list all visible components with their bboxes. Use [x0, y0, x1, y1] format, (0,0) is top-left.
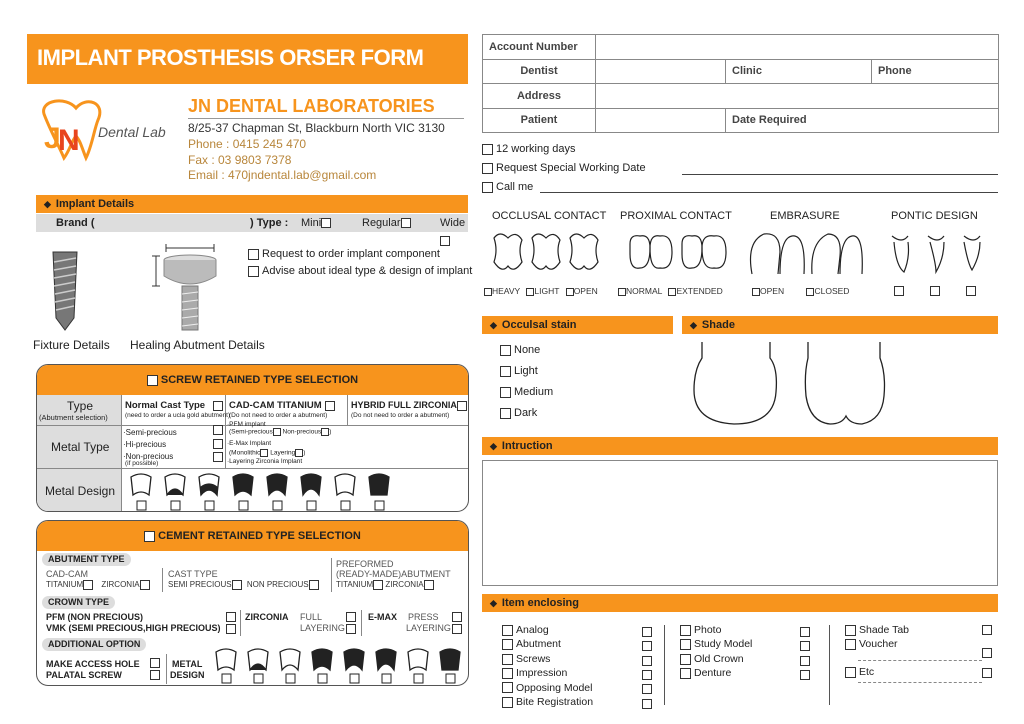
etc-cb[interactable] — [845, 667, 856, 678]
abutment-qty-cb[interactable] — [642, 641, 652, 651]
request-implant-label: Request to order implant component — [262, 248, 440, 260]
stain-light-label: Light — [514, 365, 538, 377]
hi-precious-checkbox[interactable] — [213, 439, 223, 449]
cement-retained-checkbox[interactable] — [144, 531, 155, 542]
shade-header: ◆ Shade — [682, 316, 998, 334]
svg-text:N: N — [58, 124, 80, 157]
call-me-checkbox[interactable] — [482, 182, 493, 193]
pontic-2-cb[interactable] — [930, 286, 940, 296]
patient-field[interactable] — [596, 108, 726, 133]
metal-type-label: Metal Type — [51, 440, 110, 454]
form-title-bar — [27, 34, 468, 84]
abutment-type-label: ABUTMENT TYPE — [42, 553, 131, 566]
palatal-screw-cb[interactable] — [150, 670, 160, 680]
phone-label[interactable]: Phone — [872, 59, 999, 84]
pre-titanium-cb[interactable] — [373, 580, 383, 590]
normal-cast-checkbox[interactable] — [213, 401, 223, 411]
lab-logo — [36, 96, 181, 166]
healing-label: Healing Abutment Details — [130, 338, 265, 352]
lab-fax: Fax : 03 9803 7378 — [188, 153, 292, 167]
fixture-icon — [50, 248, 80, 333]
screw-retained-box: SCREW RETAINED TYPE SELECTION Type (Abutment selection) Normal Cast Type (need to order a ucla gold abutment) CAD-CAM TITANIUM (Do not need to order a abutment) HYBRID FULL ZIRCONIA (Do not need to order a abutment) Metal Type ·Semi-precious ·Hi-precious ·Non-precious (if possible) ·PFM implant (Semi-precious Non-precious ) ·E-Max Implant (Monolithic Layering ) ·Layering Zirconia Implant Metal Design — [36, 364, 469, 512]
healing-abutment-icon — [152, 244, 232, 339]
study-qty-cb[interactable] — [800, 641, 810, 651]
lab-address: 8/25-37 Chapman St, Blackburn North VIC 3130 — [188, 121, 445, 135]
address-label: Address — [483, 84, 596, 109]
fixture-label: Fixture Details — [33, 338, 110, 352]
access-hole-cb[interactable] — [150, 658, 160, 668]
stain-medium-cb[interactable] — [500, 387, 511, 398]
special-date-checkbox[interactable] — [482, 163, 493, 174]
pfm-non-checkbox[interactable] — [321, 428, 329, 436]
shade-teeth-icon[interactable] — [690, 340, 890, 430]
stain-none-cb[interactable] — [500, 345, 511, 356]
advise-implant-checkbox[interactable] — [248, 266, 259, 277]
dentist-field[interactable] — [596, 59, 726, 84]
lab-phone: Phone : 0415 245 470 — [188, 137, 307, 151]
abutment-cb[interactable] — [502, 639, 513, 650]
bite-qty-cb[interactable] — [642, 699, 652, 709]
zircon-layering-cb[interactable] — [346, 624, 356, 634]
instruction-textarea[interactable] — [482, 460, 998, 586]
emax-mono-checkbox[interactable] — [260, 449, 268, 457]
pontic-3-cb[interactable] — [966, 286, 976, 296]
emax-layering-cb[interactable] — [452, 624, 462, 634]
lab-email: Email : 470jndental.lab@gmail.com — [188, 168, 377, 182]
implant-details-header: ◆ Implant Details — [36, 195, 468, 213]
stain-none-label: None — [514, 344, 541, 356]
occlusal-contact-title: OCCLUSAL CONTACT — [492, 210, 607, 222]
advise-implant-label: Advise about ideal type & design of implant — [262, 265, 473, 277]
stain-dark-cb[interactable] — [500, 408, 511, 419]
proximal-contact-title: PROXIMAL CONTACT — [620, 210, 732, 222]
cement-retained-title: CEMENT RETAINED TYPE SELECTION — [158, 530, 361, 542]
voucher-qty-cb[interactable] — [982, 648, 992, 658]
enclosing-col2: Photo Study Model Old Crown Denture — [680, 623, 752, 681]
photo-cb[interactable] — [680, 625, 691, 636]
wide-checkbox[interactable] — [440, 236, 450, 246]
analog-qty-cb[interactable] — [642, 627, 652, 637]
pfm-semi-checkbox[interactable] — [273, 428, 281, 436]
additional-option-label: ADDITIONAL OPTION — [42, 638, 146, 651]
pre-zirconia-cb[interactable] — [424, 580, 434, 590]
screw-metal-design-icons — [127, 471, 387, 511]
cement-metal-design-icons — [212, 646, 462, 684]
stain-dark-label: Dark — [514, 407, 538, 419]
special-date-line[interactable] — [682, 174, 998, 175]
special-date-label: Request Special Working Date — [496, 162, 646, 174]
screw-retained-title: SCREW RETAINED TYPE SELECTION — [160, 374, 359, 386]
request-implant-checkbox[interactable] — [248, 249, 259, 260]
denture-cb[interactable] — [680, 668, 691, 679]
logo-text: Dental Lab — [98, 124, 166, 140]
open-cb[interactable] — [566, 288, 574, 296]
metal-design-label: Metal Design — [45, 484, 116, 498]
screws-cb[interactable] — [502, 654, 513, 665]
type-label: Type — [67, 399, 94, 413]
cast-semi-cb[interactable] — [232, 580, 242, 590]
occlusal-stain-header: ◆ Occulsal stain — [482, 316, 673, 334]
lab-name: JN DENTAL LABORATORIES — [188, 96, 435, 116]
form-title: IMPLANT PROSTHESIS ORSER FORM — [37, 45, 424, 70]
impression-cb[interactable] — [502, 668, 513, 679]
12-working-label: 12 working days — [496, 143, 576, 155]
regular-checkbox[interactable] — [401, 218, 411, 228]
non-precious-checkbox[interactable] — [213, 452, 223, 462]
impression-qty-cb[interactable] — [642, 670, 652, 680]
study-model-cb[interactable] — [680, 639, 691, 650]
emax-press-cb[interactable] — [452, 612, 462, 622]
dentist-label: Dentist — [483, 59, 596, 84]
shade-tab-qty-cb[interactable] — [982, 625, 992, 635]
patient-label: Patient — [483, 108, 596, 133]
cadcam-titanium-cb[interactable] — [83, 580, 93, 590]
brand-row: Brand ( ) Type : Mini Regular Wide — [36, 214, 468, 232]
stain-medium-label: Medium — [514, 386, 554, 398]
cast-non-cb[interactable] — [309, 580, 319, 590]
zircon-full-cb[interactable] — [346, 612, 356, 622]
screw-retained-checkbox[interactable] — [147, 375, 158, 386]
pontic-1-cb[interactable] — [894, 286, 904, 296]
clinic-label[interactable]: Clinic — [726, 59, 872, 84]
shade-tab-cb[interactable] — [845, 625, 856, 636]
crown-type-label: CROWN TYPE — [42, 596, 115, 609]
hybrid-zirconia-checkbox[interactable] — [457, 401, 467, 411]
cadcam-titanium-checkbox[interactable] — [325, 401, 335, 411]
voucher-cb[interactable] — [845, 639, 856, 650]
embrasure-open-cb[interactable] — [752, 288, 760, 296]
date-required-label[interactable]: Date Required — [726, 108, 999, 133]
normal-cb[interactable] — [618, 288, 626, 296]
account-number-label: Account Number — [483, 35, 596, 60]
instruction-header: ◆ Intruction — [482, 437, 998, 455]
old-crown-qty-cb[interactable] — [800, 656, 810, 666]
opposing-model-cb[interactable] — [502, 682, 513, 693]
svg-text:J: J — [44, 122, 61, 155]
stain-light-cb[interactable] — [500, 366, 511, 377]
etc-qty-cb[interactable] — [982, 668, 992, 678]
screws-qty-cb[interactable] — [642, 656, 652, 666]
embrasure-title: EMBRASURE — [770, 210, 840, 222]
address-field[interactable] — [596, 84, 999, 109]
contact-diagrams-icon — [490, 228, 1000, 280]
heavy-cb[interactable] — [484, 288, 492, 296]
cadcam-zirconia-cb[interactable] — [140, 580, 150, 590]
enclosing-col3: Shade Tab Voucher — [845, 623, 909, 652]
mini-checkbox[interactable] — [321, 218, 331, 228]
analog-cb[interactable] — [502, 625, 513, 636]
photo-qty-cb[interactable] — [800, 627, 810, 637]
vmk-cb[interactable] — [226, 624, 236, 634]
opposing-qty-cb[interactable] — [642, 684, 652, 694]
enclosing-col1: Analog Abutment Screws Impression Opposing Model Bite Registration — [502, 623, 593, 709]
emax-layering-checkbox[interactable] — [295, 449, 303, 457]
account-table — [482, 34, 999, 133]
bite-registration-cb[interactable] — [502, 697, 513, 708]
pontic-design-title: PONTIC DESIGN — [891, 210, 978, 222]
account-number-field[interactable] — [596, 35, 999, 60]
old-crown-cb[interactable] — [680, 654, 691, 665]
call-me-label: Call me — [496, 181, 534, 193]
semi-precious-checkbox[interactable] — [213, 425, 223, 435]
denture-qty-cb[interactable] — [800, 670, 810, 680]
item-enclosing-header: ◆ Item enclosing — [482, 594, 998, 612]
pfm-cb[interactable] — [226, 612, 236, 622]
12-working-checkbox[interactable] — [482, 144, 493, 155]
call-me-line[interactable] — [540, 192, 998, 193]
